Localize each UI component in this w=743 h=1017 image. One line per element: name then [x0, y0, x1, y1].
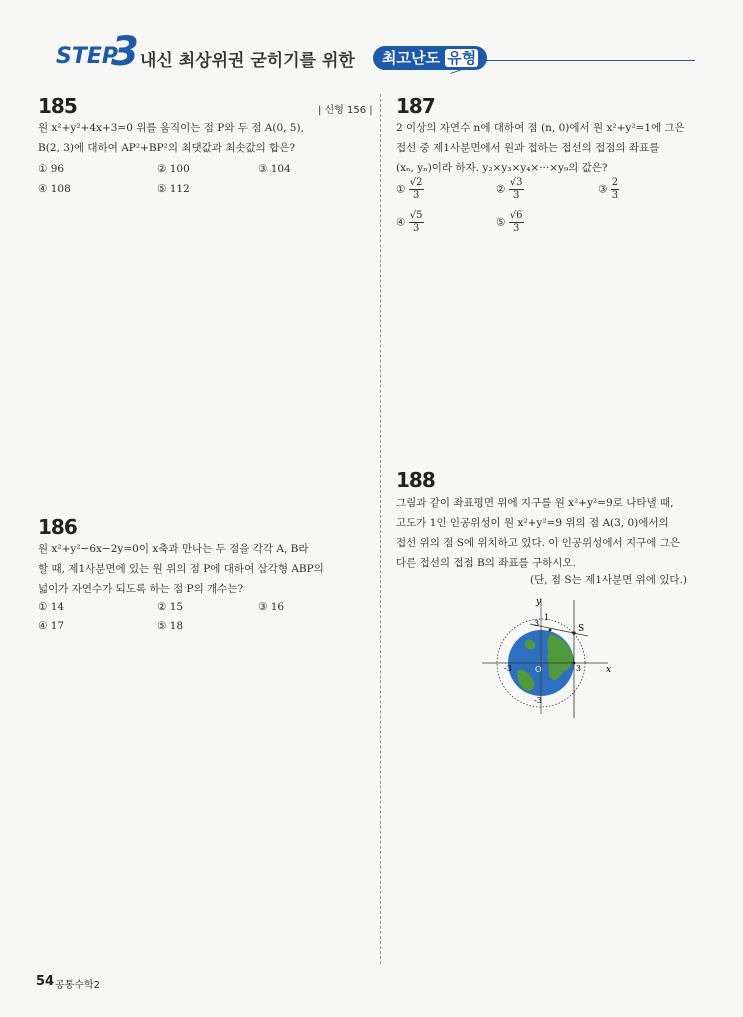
option-mark: ④ — [396, 216, 406, 229]
step-number: 3 — [111, 29, 139, 75]
point-a — [573, 662, 576, 665]
problem-line: 원 x²+y²+4x+3=0 위를 움직이는 점 P와 두 점 A(0, 5), — [38, 122, 304, 134]
option-1[interactable]: ① 14 — [38, 601, 65, 613]
option-2[interactable]: ② 100 — [157, 163, 190, 175]
x-axis-label: x — [606, 665, 612, 675]
problem-note: (단, 점 S는 제1사분면 위에 있다.) — [530, 574, 688, 586]
section-title: 내신 최상위권 굳히기를 위한 — [140, 51, 355, 71]
problem-text — [396, 118, 706, 178]
problem-text — [38, 118, 373, 158]
tick-label: -3 — [504, 664, 512, 673]
origin-label: O — [535, 665, 542, 674]
option-4[interactable]: ④ 108 — [38, 183, 71, 195]
problem-line: 할 때, 제1사분면에 있는 원 위의 점 P에 대하여 삼각형 ABP의 — [38, 563, 324, 575]
denominator: 3 — [412, 190, 420, 201]
problem-number: 186 — [38, 515, 77, 539]
option-mark: ① — [396, 183, 406, 196]
option-2[interactable] — [496, 178, 524, 201]
denominator: 3 — [611, 190, 619, 201]
numerator: √2 — [409, 177, 423, 188]
earth-tangent-figure — [478, 590, 618, 720]
problem-line: 넓이가 자연수가 되도록 하는 점 P의 개수는? — [38, 583, 244, 595]
option-mark: ② — [496, 183, 506, 196]
problem-number: 188 — [396, 468, 435, 492]
numerator: 2 — [611, 177, 619, 188]
point-b — [549, 629, 552, 632]
problem-line: 접선 위의 점 S에 위치하고 있다. 이 인공위성에서 지구에 그은 — [396, 537, 681, 549]
point-b-label: B — [552, 620, 559, 630]
denominator: 3 — [512, 190, 520, 201]
option-3[interactable]: ③ 16 — [258, 601, 285, 613]
problem-line: 그림과 같이 좌표평면 위에 지구를 원 x²+y²=9로 나타낼 때, — [396, 497, 674, 509]
problem-line: B(2, 3)에 대하여 AP²+BP²의 최댓값과 최솟값의 합은? — [38, 142, 296, 154]
denominator: 3 — [412, 223, 420, 234]
option-mark: ⑤ — [496, 216, 506, 229]
problem-line: (xₙ, yₙ)이라 하자. y₂×y₃×y₄×···×y₉의 값은? — [396, 162, 608, 174]
option-2[interactable]: ② 15 — [157, 601, 184, 613]
point-a-label: A — [577, 651, 584, 661]
fraction — [509, 178, 524, 201]
point-s — [572, 631, 575, 634]
fraction — [409, 178, 424, 201]
fraction — [509, 211, 524, 234]
problem-line: 원 x²+y²−6x−2y=0이 x축과 만나는 두 점을 각각 A, B라 — [38, 543, 309, 555]
tick-label: 3 — [576, 664, 582, 673]
problem-line: 다른 접선의 접점 B의 좌표를 구하시오. — [396, 557, 576, 569]
problem-line: 2 이상의 자연수 n에 대하여 점 (n, 0)에서 원 x²+y²=1에 그은 — [396, 122, 685, 134]
tick-label: 3 — [534, 619, 540, 628]
numerator: √3 — [509, 177, 523, 188]
step-label: STEP — [56, 44, 119, 69]
tick-label: -3 — [534, 696, 542, 705]
point-s-label: S — [578, 624, 585, 634]
numerator: √6 — [509, 210, 523, 221]
denominator: 3 — [512, 223, 520, 234]
tick-label: 1 — [544, 613, 550, 622]
option-mark: ③ — [598, 183, 608, 196]
option-3[interactable] — [598, 178, 619, 201]
difficulty-badge — [373, 46, 487, 70]
book-title: 공통수학2 — [55, 980, 101, 991]
option-1[interactable]: ① 96 — [38, 163, 65, 175]
problem-text — [38, 539, 373, 599]
fraction — [409, 211, 424, 234]
source-tag: | 신형 156 | — [318, 105, 373, 116]
option-4[interactable]: ④ 17 — [38, 620, 65, 632]
option-5[interactable]: ⑤ 112 — [157, 183, 190, 195]
problem-number: 187 — [396, 94, 435, 118]
option-5[interactable]: ⑤ 18 — [157, 620, 184, 632]
fraction — [611, 178, 619, 201]
option-3[interactable]: ③ 104 — [258, 163, 291, 175]
option-5[interactable] — [496, 211, 524, 234]
badge-text: 최고난도 — [382, 49, 440, 67]
numerator: √5 — [409, 210, 423, 221]
option-1[interactable] — [396, 178, 424, 201]
badge-highlight: 유형 — [447, 49, 477, 67]
y-axis-label: y — [536, 597, 542, 607]
page-number: 54 — [36, 974, 55, 989]
column-divider — [380, 94, 381, 964]
problem-line: 접선 중 제1사분면에서 원과 접하는 접선의 접점의 좌표를 — [396, 142, 660, 154]
problem-number: 185 — [38, 94, 77, 118]
option-4[interactable] — [396, 211, 424, 234]
problem-line: 고도가 1인 인공위성이 원 x²+y²=9 위의 점 A(3, 0)에서의 — [396, 517, 669, 529]
header-rule — [480, 60, 695, 61]
problem-text — [396, 493, 706, 573]
